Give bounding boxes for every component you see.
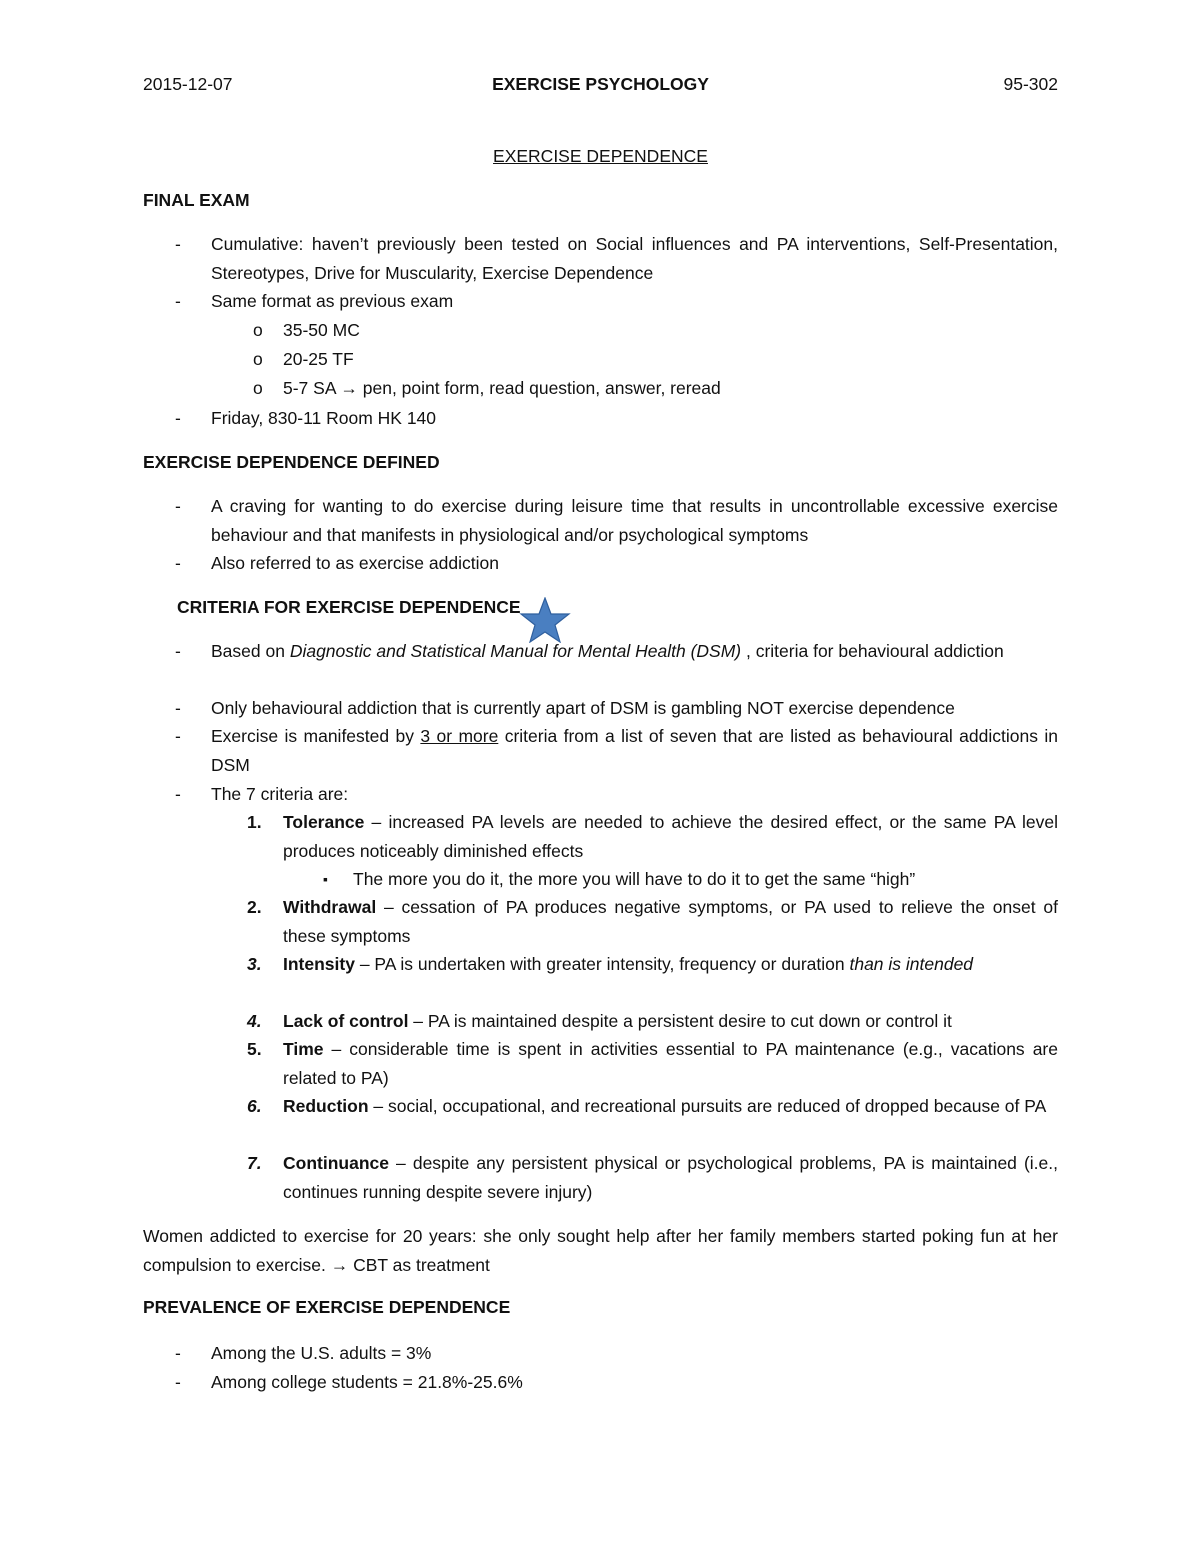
criterion-time: 5. Time – considerable time is spent in activities essential to PA maintenance (e.g., vacations are related to PA) [247,1039,1058,1088]
final-exam-sub-tf: o 20-25 TF [283,345,354,374]
defined-heading: EXERCISE DEPENDENCE DEFINED [143,452,440,472]
criteria-item-seven: - The 7 criteria are: [211,780,1058,809]
final-exam-heading: FINAL EXAM [143,190,250,210]
tolerance-bullet: ▪ The more you do it, the more you will have to do it to get the same “high” [353,865,915,894]
three-or-more: 3 or more [420,726,499,746]
final-exam-sub-sa: o 5-7 SA → pen, point form, read question, answer, reread [283,374,721,403]
final-exam-item-cumulative: - Cumulative: haven’t previously been tested on Social influences and PA interventions, Self-Presentation, Stereotypes, Drive for Muscularity, Exercise Dependence [211,230,1058,287]
criteria-item-manifested: - Exercise is manifested by 3 or more criteria from a list of seven that are listed as behavioural addictions in DSM [211,722,1058,779]
header-course-code: 95-302 [1003,74,1058,94]
women-case-paragraph: Women addicted to exercise for 20 years: she only sought help after her family members started poking fun at her compulsion to exercise. → CBT as treatment [143,1226,1058,1275]
defined-item-addiction: - Also referred to as exercise addiction [211,549,1058,578]
dsm-title: Diagnostic and Statistical Manual for Mental Health (DSM) [289,641,742,661]
prevalence-heading: PREVALENCE OF EXERCISE DEPENDENCE [143,1297,511,1317]
criteria-heading: CRITERIA FOR EXERCISE DEPENDENCE [177,597,521,617]
final-exam-item-date: - Friday, 830-11 Room HK 140 [211,404,1058,433]
defined-item-craving: - A craving for wanting to do exercise during leisure time that results in uncontrollable excessive exercise behaviour and that manifests in physiological and/or psychological symptoms [211,492,1058,549]
criterion-lack-of-control: 4. Lack of control – PA is maintained despite a persistent desire to cut down or control it [247,1011,952,1031]
criterion-reduction: 6. Reduction – social, occupational, and recreational pursuits are reduced of dropped because of PA [247,1096,1047,1116]
prevalence-item-adults: - Among the U.S. adults = 3% [211,1339,1058,1368]
criterion-continuance: 7. Continuance – despite any persistent physical or psychological problems, PA is maintained (i.e., continues running despite severe injury) [247,1153,1058,1202]
prevalence-item-college: - Among college students = 21.8%-25.6% [211,1368,1058,1397]
header-date: 2015-12-07 [143,74,233,94]
header-title: EXERCISE PSYCHOLOGY [492,74,709,94]
criteria-item-dsm: - Based on Diagnostic and Statistical Manual for Mental Health (DSM) , criteria for behavioural addiction [211,637,1058,666]
criterion-intensity: 3. Intensity – PA is undertaken with greater intensity, frequency or duration than is intended [247,954,974,974]
criterion-tolerance: 1. Tolerance – increased PA levels are needed to achieve the desired effect, or the same PA level produces noticeably diminished effects [247,812,1058,861]
criteria-item-gambling: - Only behavioural addiction that is currently apart of DSM is gambling NOT exercise dependence [211,694,1058,723]
page-header [143,74,1058,96]
final-exam-item-format: - Same format as previous exam [211,287,1058,316]
final-exam-sub-mc: o 35-50 MC [283,316,360,345]
criterion-withdrawal: 2. Withdrawal – cessation of PA produces negative symptoms, or PA used to relieve the onset of these symptoms [247,897,1058,946]
document-title: EXERCISE DEPENDENCE [493,146,708,166]
